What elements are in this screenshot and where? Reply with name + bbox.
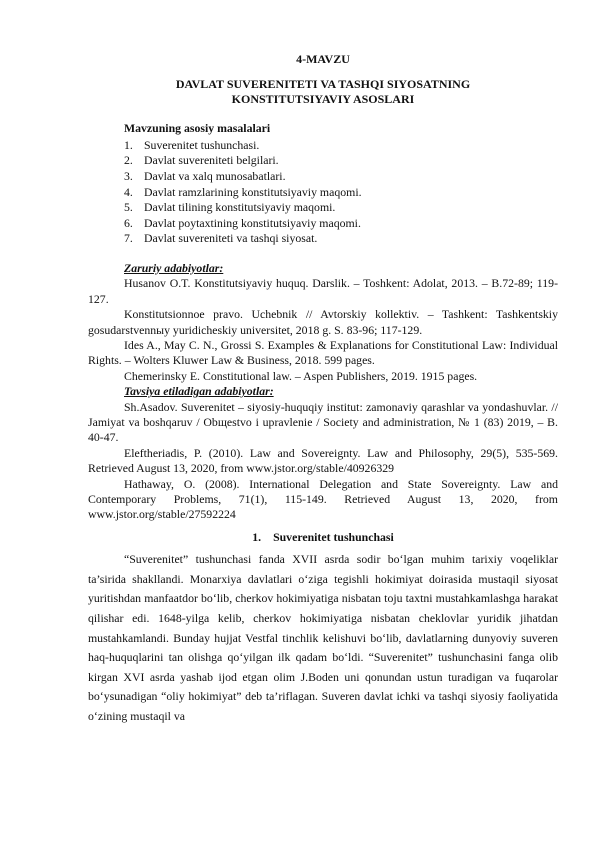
list-item-text: Suverenitet tushunchasi.: [144, 137, 260, 152]
recommended-literature-heading: Tavsiya etiladigan adabiyotlar:: [124, 384, 274, 399]
list-item-number: 1.: [124, 137, 133, 152]
reference-entry: Eleftheriadis, P. (2010). Law and Sovereignty. Law and Philosophy, 29(5), 535-569. Retrieved August 13, 2020, from www.jstor.org/stable/40926329: [88, 445, 558, 476]
list-item-text: Davlat poytaxtining konstitutsiyaviy maqomi.: [144, 215, 361, 230]
title-line-2: KONSTITUTSIYAVIY ASOSLARI: [231, 92, 415, 107]
list-item: [88, 185, 558, 201]
reference-entry: Husanov O.T. Konstitutsiyaviy huquq. Darslik. – Toshkent: Adolat, 2013. – B.72-89; 119-127.: [88, 276, 558, 306]
list-item-number: 3.: [124, 169, 133, 183]
section-body: [88, 550, 558, 726]
list-item: [88, 200, 558, 216]
reference-entry: Hathaway, O. (2008). International Delegation and State Sovereignty. Law and Contemporary Problems, 71(1), 115-149. Retrieved August 13, 2020, from www.jstor.org/stable/27592224: [88, 476, 558, 522]
topic-number: 4-MAVZU: [296, 52, 350, 66]
list-item-number: 2.: [124, 153, 133, 168]
list-item-number: 7.: [124, 231, 133, 246]
issues-list: [88, 138, 558, 247]
section-title: Suverenitet tushunchasi: [273, 529, 394, 544]
document-title: [88, 77, 558, 107]
list-item-text: Davlat suvereniteti belgilari.: [144, 153, 279, 168]
reference-entry: Sh.Asadov. Suverenitet – siyosiy-huquqiy institut: zamonaviy qarashlar va yondashuvlar. // Jamiyat va boshqaruv / Obщestvo i upravlenie / Society and administration, № 1 (83) 2019, – B. 40-47.: [88, 399, 558, 445]
list-item-text: Davlat suvereniteti va tashqi siyosat.: [144, 231, 318, 246]
list-item-text: Davlat tilining konstitutsiyaviy maqomi.: [144, 200, 336, 215]
reference-entry: Ides A., May C. N., Grossi S. Examples & Explanations for Constitutional Law: Individual Rights. – Wolters Kluwer Law & Business, 2018. 599 pages.: [88, 338, 558, 368]
document-page: [88, 52, 558, 727]
body-paragraph: “Suverenitet” tushunchasi fanda XVII asrda sodir bo‘lgan muhim tarixiy voqeliklar ta’sirida shakllandi. Monarxiya davlatlari o‘ziga tegishli hokimiyat doirasida mustaqil siyosat yuritishdan manfaatdor bo‘lib, cherkov hokimiyatiga nisbatan toju taxtni mustahkamlashga harakat qilishar edi. 1648-yilga kelib, cherkov hokimiyatiga nisbatan cheklovlar yuridik jihatdan mustahkamlandi. Bunday hujjat Vestfal tinchlik kelishuvi bo‘lib, davlatlarning dunyoviy suveren haq-huquqlarini tan olishga qo‘yilgan ilk qadam bo‘ldi. “Suverenitet” tushunchasini fanga olib kirgan XVI asrda yashab ijod etgan olim J.Boden uni qonundan ustun turadigan va fuqarolar bo‘ysunadigan “oliy hokimiyat” deb ta’riflagan. Suveren davlat ichki va tashqi siyosiy faoliyatida o‘zining mustaqil va: [88, 552, 558, 724]
required-literature-heading: Zaruriy adabiyotlar:: [124, 260, 224, 275]
list-item: [88, 138, 558, 154]
list-item: [88, 153, 558, 169]
section-heading: [88, 530, 558, 545]
reference-entry: Chemerinsky E. Constitutional law. – Aspen Publishers, 2019. 1915 pages.: [124, 368, 478, 383]
list-item-text: Davlat va xalq munosabatlari.: [144, 169, 286, 183]
list-item-number: 4.: [124, 184, 133, 199]
reference-entry: Konstitutsionnoe pravo. Uchebnik // Avtorskiy kollektiv. – Tashkent: Tashkentskiy gosudarstvennыy yuridicheskiy universitet, 2018 g. S. 83-96; 117-129.: [88, 307, 558, 337]
section-number: 1.: [252, 529, 262, 544]
list-item: [88, 169, 558, 185]
list-item-text: Davlat ramzlarining konstitutsiyaviy maqomi.: [144, 184, 362, 199]
list-item-number: 5.: [124, 200, 133, 215]
list-item-number: 6.: [124, 215, 133, 230]
title-line-1: DAVLAT SUVERENITETI VA TASHQI SIYOSATNING: [175, 77, 471, 92]
list-item: [88, 231, 558, 247]
issues-heading: Mavzuning asosiy masalalari: [124, 121, 271, 136]
list-item: [88, 216, 558, 232]
